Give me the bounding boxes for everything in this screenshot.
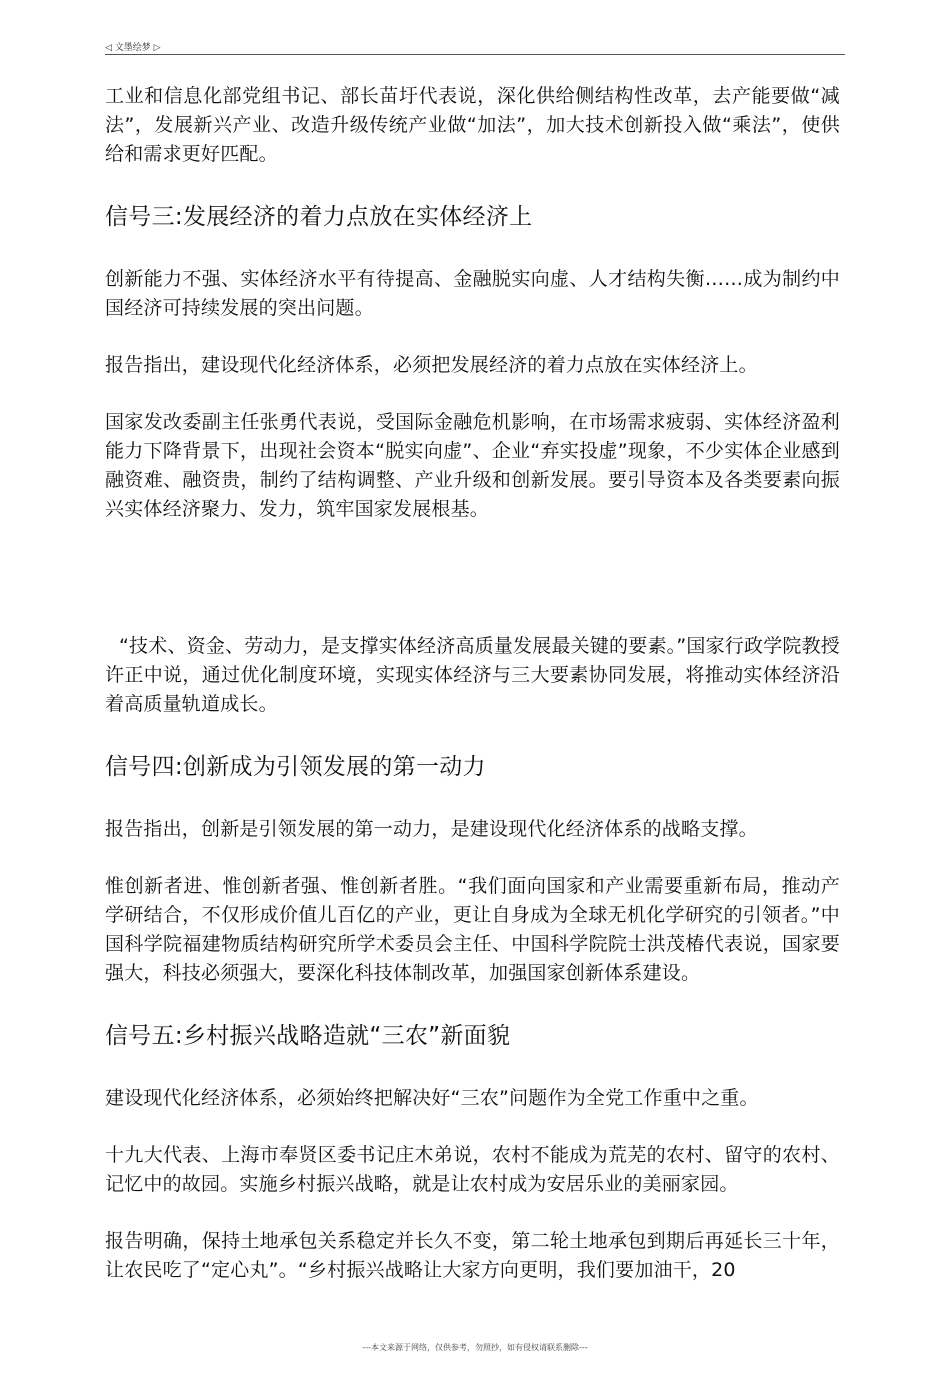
section-heading-signal-3: 信号三:发展经济的着力点放在实体经济上: [105, 204, 533, 230]
header-divider: [105, 54, 845, 55]
page-footer-note: ---本文来源于网络，仅供参考，勿照抄，如有侵权请联系删除---: [362, 1343, 588, 1352]
paragraph-7: 惟创新者进、惟创新者强、惟创新者胜。“我们面向国家和产业需要重新布局，推动产学研结合，不仅形成价值儿百亿的产业，更让自身成为全球无机化学研究的引领者。”中国科学院福建物质结构研究所学术委员会主任、中国科学院院士洪茂椿代表说，国家要强大，科技必须强大，要深化科技体制改革，加强国家创新体系建设。: [105, 875, 840, 984]
paragraph-9: 十九大代表、上海市奉贤区委书记庄木弟说，农村不能成为荒芜的农村、留守的农村、记忆中的故园。实施乡村振兴战略，就是让农村成为安居乐业的美丽家园。: [105, 1144, 840, 1195]
paragraph-6: 报告指出，创新是引领发展的第一动力，是建设现代化经济体系的战略支撑。: [105, 818, 758, 840]
paragraph-10: 报告明确，保持土地承包关系稳定并长久不变，第二轮土地承包到期后再延长三十年，让农民吃了“定心丸”。“乡村振兴战略让大家方向更明，我们要加油干，20: [105, 1230, 840, 1281]
section-heading-signal-4: 信号四:创新成为引领发展的第一动力: [105, 754, 486, 780]
section-heading-signal-5: 信号五:乡村振兴战略造就“三农”新面貌: [105, 1023, 511, 1049]
paragraph-1: 工业和信息化部党组书记、部长苗圩代表说，深化供给侧结构性改革，去产能要做“减法”，发展新兴产业、改造升级传统产业做“加法”，加大技术创新投入做“乘法”，使供给和需求更好匹配。: [105, 85, 840, 165]
page-header-label: ◁ 文墨绘梦 ▷: [105, 43, 161, 53]
paragraph-2: 创新能力不强、实体经济水平有待提高、金融脱实向虚、人才结构失衡……成为制约中国经济可持续发展的突出问题。: [105, 268, 840, 319]
document-body: [105, 82, 840, 1285]
paragraph-8: 建设现代化经济体系，必须始终把解决好“三农”问题作为全党工作重中之重。: [105, 1087, 759, 1109]
paragraph-4: 国家发改委副主任张勇代表说，受国际金融危机影响，在市场需求疲弱、实体经济盈利能力下降背景下，出现社会资本“脱实向虚”、企业“弃实投虚”现象，不少实体企业感到融资难、融资贵，制约了结构调整、产业升级和创新发展。要引导资本及各类要素向振兴实体经济聚力、发力，筑牢国家发展根基。: [105, 411, 840, 520]
paragraph-3: 报告指出，建设现代化经济体系，必须把发展经济的着力点放在实体经济上。: [105, 354, 758, 376]
paragraph-5: “技术、资金、劳动力，是支撑实体经济高质量发展最关键的要素。”国家行政学院教授许正中说，通过优化制度环境，实现实体经济与三大要素协同发展，将推动实体经济沿着高质量轨道成长。: [105, 635, 840, 715]
